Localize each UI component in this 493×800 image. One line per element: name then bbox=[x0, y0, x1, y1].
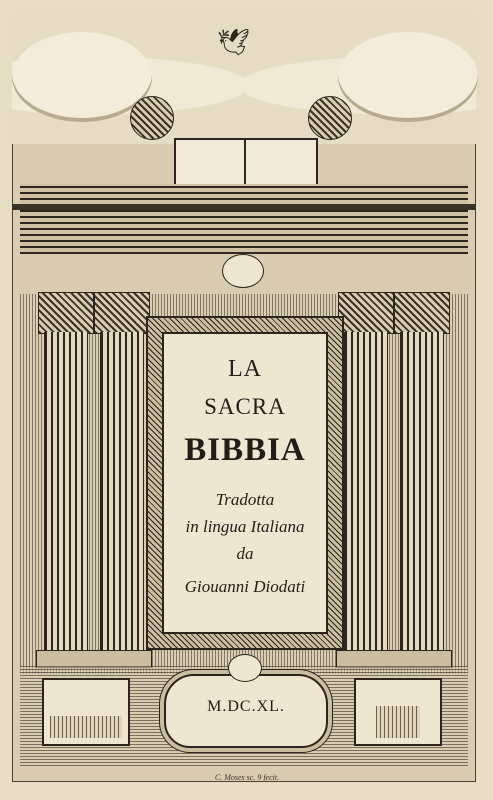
title-frame bbox=[146, 316, 344, 650]
publication-date: M.DC.XL. bbox=[207, 698, 285, 715]
column-3 bbox=[344, 332, 388, 650]
translator-name: Giouanni Diodati bbox=[184, 577, 306, 596]
capital-2 bbox=[94, 292, 150, 334]
vignette-ground-left bbox=[50, 716, 122, 738]
vignette-sower bbox=[42, 678, 130, 746]
engraver-signature: C. Moses sc. 9 fecit. bbox=[214, 773, 280, 782]
cloud-right bbox=[338, 32, 478, 122]
scroll-right bbox=[308, 96, 352, 140]
capital-3 bbox=[338, 292, 394, 334]
engraved-plate bbox=[12, 14, 476, 782]
cartouche-cherub-icon bbox=[228, 654, 262, 682]
date-cartouche bbox=[164, 674, 328, 748]
subtitle-da: da bbox=[236, 544, 254, 563]
title-bibbia: BIBBIA bbox=[184, 432, 306, 468]
entablature bbox=[20, 184, 468, 254]
column-4 bbox=[400, 332, 444, 650]
title-sacra: SACRA bbox=[204, 394, 286, 419]
column-1 bbox=[44, 332, 88, 650]
title-panel bbox=[162, 332, 328, 634]
capital-4 bbox=[394, 292, 450, 334]
subtitle-tradotta: Tradotta bbox=[215, 490, 275, 509]
vignette-city bbox=[354, 678, 442, 746]
capital-1 bbox=[38, 292, 94, 334]
column-2 bbox=[100, 332, 144, 650]
dove-icon: 🕊 bbox=[217, 28, 251, 57]
scroll-left bbox=[130, 96, 174, 140]
subtitle-lingua: in lingua Italiana bbox=[185, 517, 305, 536]
title-la: LA bbox=[228, 356, 262, 382]
cherub-icon bbox=[222, 254, 264, 288]
vignette-rock-right bbox=[376, 706, 420, 738]
cornice bbox=[12, 204, 476, 210]
